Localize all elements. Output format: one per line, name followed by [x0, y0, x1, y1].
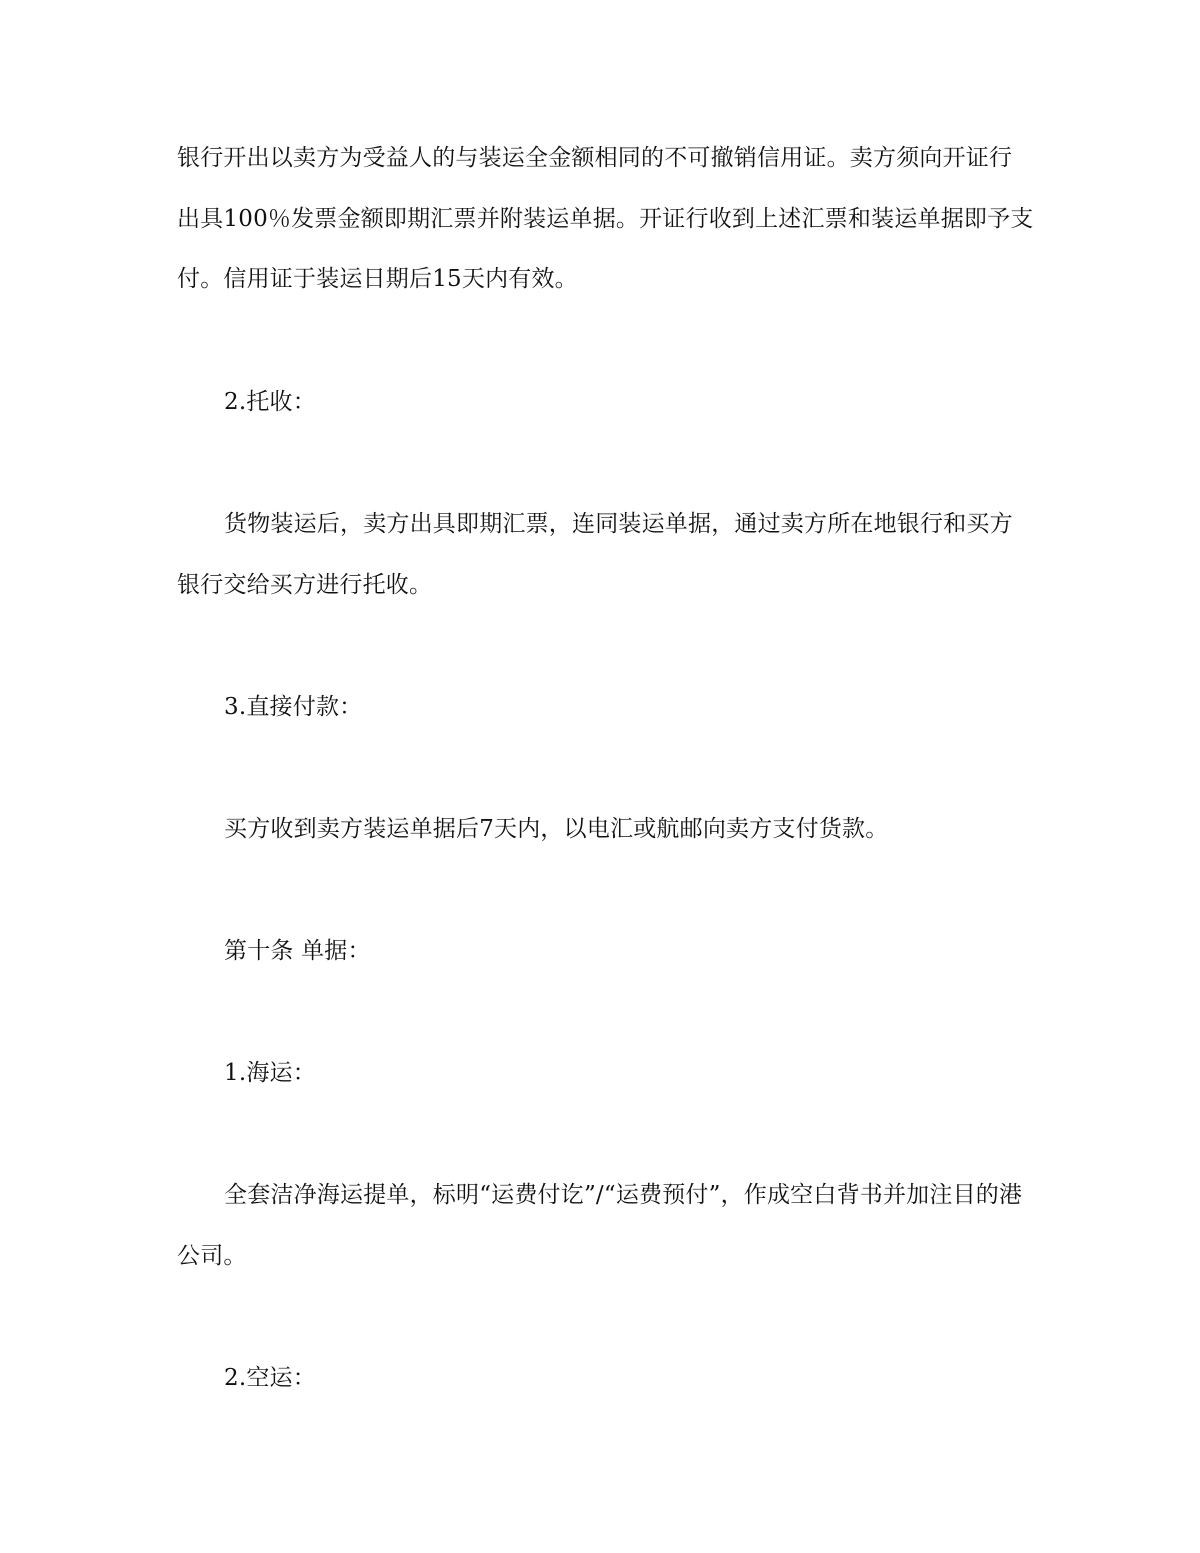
- article-heading: 第十条 单据：: [224, 938, 371, 964]
- paragraph-line: 银行开出以卖方为受益人的与装运全金额相同的不可撤销信用证。卖方须向开证行: [177, 145, 1013, 171]
- paragraph-line: 银行交给买方进行托收。: [177, 572, 433, 598]
- section-heading: 1.海运：: [224, 1060, 316, 1086]
- paragraph-line: 买方收到卖方装运单据后7天内，以电汇或航邮向卖方支付货款。: [224, 816, 889, 842]
- paragraph-line: 全套洁净海运提单，标明“运费付讫”/“运费预付”，作成空白背书并加注目的港: [224, 1182, 1023, 1208]
- section-heading: 2.托收：: [224, 389, 316, 415]
- paragraph-line: 付。信用证于装运日期后15天内有效。: [177, 266, 578, 292]
- paragraph-line: 货物装运后，卖方出具即期汇票，连同装运单据，通过卖方所在地银行和买方: [224, 511, 1013, 537]
- section-heading: 3.直接付款：: [224, 694, 363, 720]
- paragraph-line: 公司。: [177, 1243, 247, 1269]
- section-heading: 2.空运：: [224, 1365, 316, 1391]
- paragraph-line: 出具100％发票金额即期汇票并附装运单据。开证行收到上述汇票和装运单据即予支: [177, 206, 1034, 232]
